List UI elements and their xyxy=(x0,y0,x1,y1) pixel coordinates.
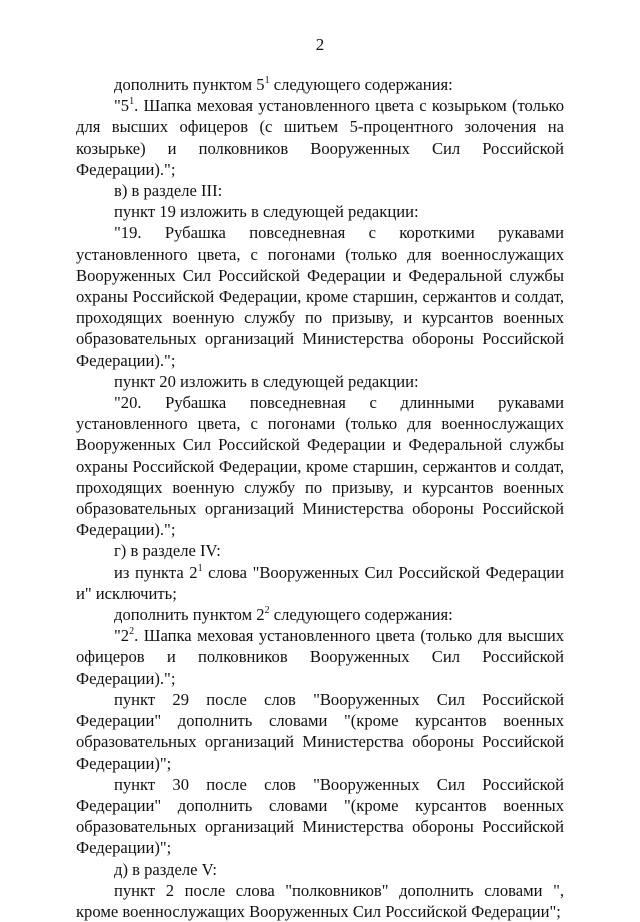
superscript: 1 xyxy=(264,75,270,86)
paragraph-text: дополнить пунктом 2 xyxy=(114,605,265,625)
paragraph: пункт 19 изложить в следующей редакции: xyxy=(114,202,419,222)
paragraph xyxy=(76,625,564,689)
paragraph-text: из пункта 2 xyxy=(114,562,198,582)
paragraph-text: следующего содержания: xyxy=(269,605,453,625)
paragraph: пункт 20 изложить в следующей редакции: xyxy=(114,371,419,391)
paragraph-text: . Шапка меховая установленного цвета (только для высших офицеров и полковников Вооруженных Сил Российской Федерации)."; xyxy=(76,626,564,688)
paragraph xyxy=(76,95,564,180)
paragraph xyxy=(76,74,564,95)
paragraph-text: . Шапка меховая установленного цвета с козырьком (только для высших офицеров (с шитьем 5-процентного золочения на козырьке) и полковников Вооруженных Сил Российской Федерации)."; xyxy=(76,96,564,179)
paragraph xyxy=(76,604,564,625)
paragraph: "20. Рубашка повседневная с длинными рукавами установленного цвета, с погонами (только для военнослужащих Вооруженных Сил Российской Федерации и Федеральной службы охраны Российской Федерации, кроме старшин, сержантов и солдат, проходящих военную службу по призыву, и курсантов военных образовательных организаций Министерства обороны Российской Федерации)."; xyxy=(76,393,564,540)
paragraph: пункт 29 после слов "Вооруженных Сил Российской Федерации" дополнить словами "(кроме курсантов военных образовательных организаций Министерства обороны Российской Федерации)"; xyxy=(76,689,564,773)
paragraph-text: слова "Вооруженных Сил Российской Федерации и" исключить; xyxy=(76,562,565,603)
superscript: 2 xyxy=(129,626,135,638)
paragraph xyxy=(76,562,564,604)
paragraph: в) в разделе III: xyxy=(114,181,223,201)
paragraph-text: следующего содержания: xyxy=(269,75,453,94)
page-number: 2 xyxy=(315,35,325,54)
paragraph: "19. Рубашка повседневная с короткими рукавами установленного цвета, с погонами (только для военнослужащих Вооруженных Сил Российской Федерации и Федеральной службы охраны Российской Федерации, кроме старшин, сержантов и солдат, проходящих военную службу по призыву, и курсантов военных образовательных организаций Министерства обороны Российской Федерации)."; xyxy=(76,223,564,370)
paragraph: пункт 30 после слов "Вооруженных Сил Российской Федерации" дополнить словами "(кроме курсантов военных образовательных организаций Министерства обороны Российской Федерации)"; xyxy=(76,774,564,858)
paragraph: пункт 2 после слова "полковников" дополнить словами ", кроме военнослужащих Вооруженных Сил Российской Федерации"; xyxy=(76,880,564,921)
document-body xyxy=(76,74,564,922)
paragraph-text: "2 xyxy=(114,626,130,646)
paragraph: г) в разделе IV: xyxy=(114,541,221,561)
paragraph-text: дополнить пунктом 5 xyxy=(114,75,265,94)
superscript: 1 xyxy=(129,96,135,108)
paragraph-text: "5 xyxy=(114,96,130,116)
superscript: 1 xyxy=(197,562,203,574)
superscript: 2 xyxy=(264,605,270,617)
paragraph: д) в разделе V: xyxy=(114,859,217,879)
